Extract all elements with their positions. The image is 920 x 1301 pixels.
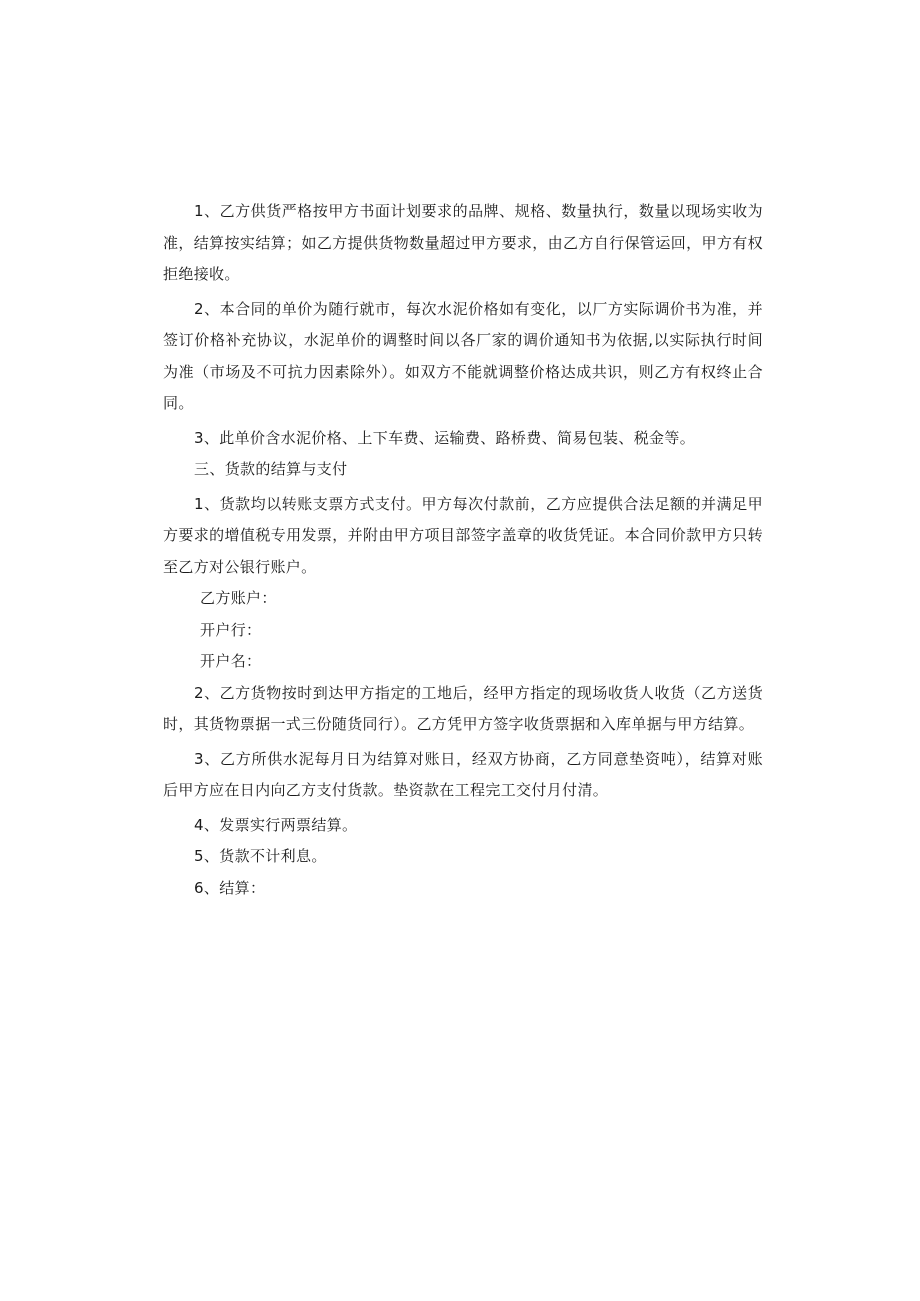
account-name-label: 开户名： — [200, 652, 262, 670]
clause-no-interest: 5、货款不计利息。 — [194, 847, 327, 865]
clause-settlement: 6、结算： — [194, 878, 266, 897]
bank-name-label: 开户行： — [200, 620, 262, 639]
clause-unit-price: 2、本合同的单价为随行就市，每次水泥价格如有变化，以厂方实际调价书为准，并签订价格补充协议，水泥单价的调整时间以各厂家的调价通知书为依据,以实际执行时间为准（市场及不可抗力因素除外）。如双方不能就调整价格达成共识，则乙方有权终止合同。 — [163, 299, 763, 412]
clause-transfer-payment: 1、货款均以转账支票方式支付。甲方每次付款前，乙方应提供合法足额的并满足甲方要求的增值税专用发票，并附由甲方项目部签字盖章的收货凭证。本合同价款甲方只转至乙方对公银行账户。 — [163, 494, 763, 576]
party-b-account-label: 乙方账户： — [200, 589, 277, 607]
clause-supply-quantity: 1、乙方供货严格按甲方书面计划要求的品牌、规格、数量执行，数量以现场实收为准，结算按实结算；如乙方提供货物数量超过甲方要求，由乙方自行保管运回，甲方有权拒绝接收。 — [163, 202, 763, 283]
clause-monthly-settlement: 3、乙方所供水泥每月日为结算对账日，经双方协商，乙方同意垫资吨），结算对账后甲方应在日内向乙方支付货款。垫资款在工程完工交付月付清。 — [163, 749, 763, 799]
section-heading-payment: 三、货款的结算与支付 — [194, 460, 348, 478]
clause-delivery-receipt: 2、乙方货物按时到达甲方指定的工地后，经甲方指定的现场收货人收货（乙方送货时，其货物票据一式三份随货同行）。乙方凭甲方签字收货票据和入库单据与甲方结算。 — [163, 683, 763, 733]
clause-price-includes: 3、此单价含水泥价格、上下车费、运输费、路桥费、简易包装、税金等。 — [194, 428, 696, 447]
clause-invoice: 4、发票实行两票结算。 — [194, 815, 358, 834]
contract-body — [163, 196, 763, 904]
